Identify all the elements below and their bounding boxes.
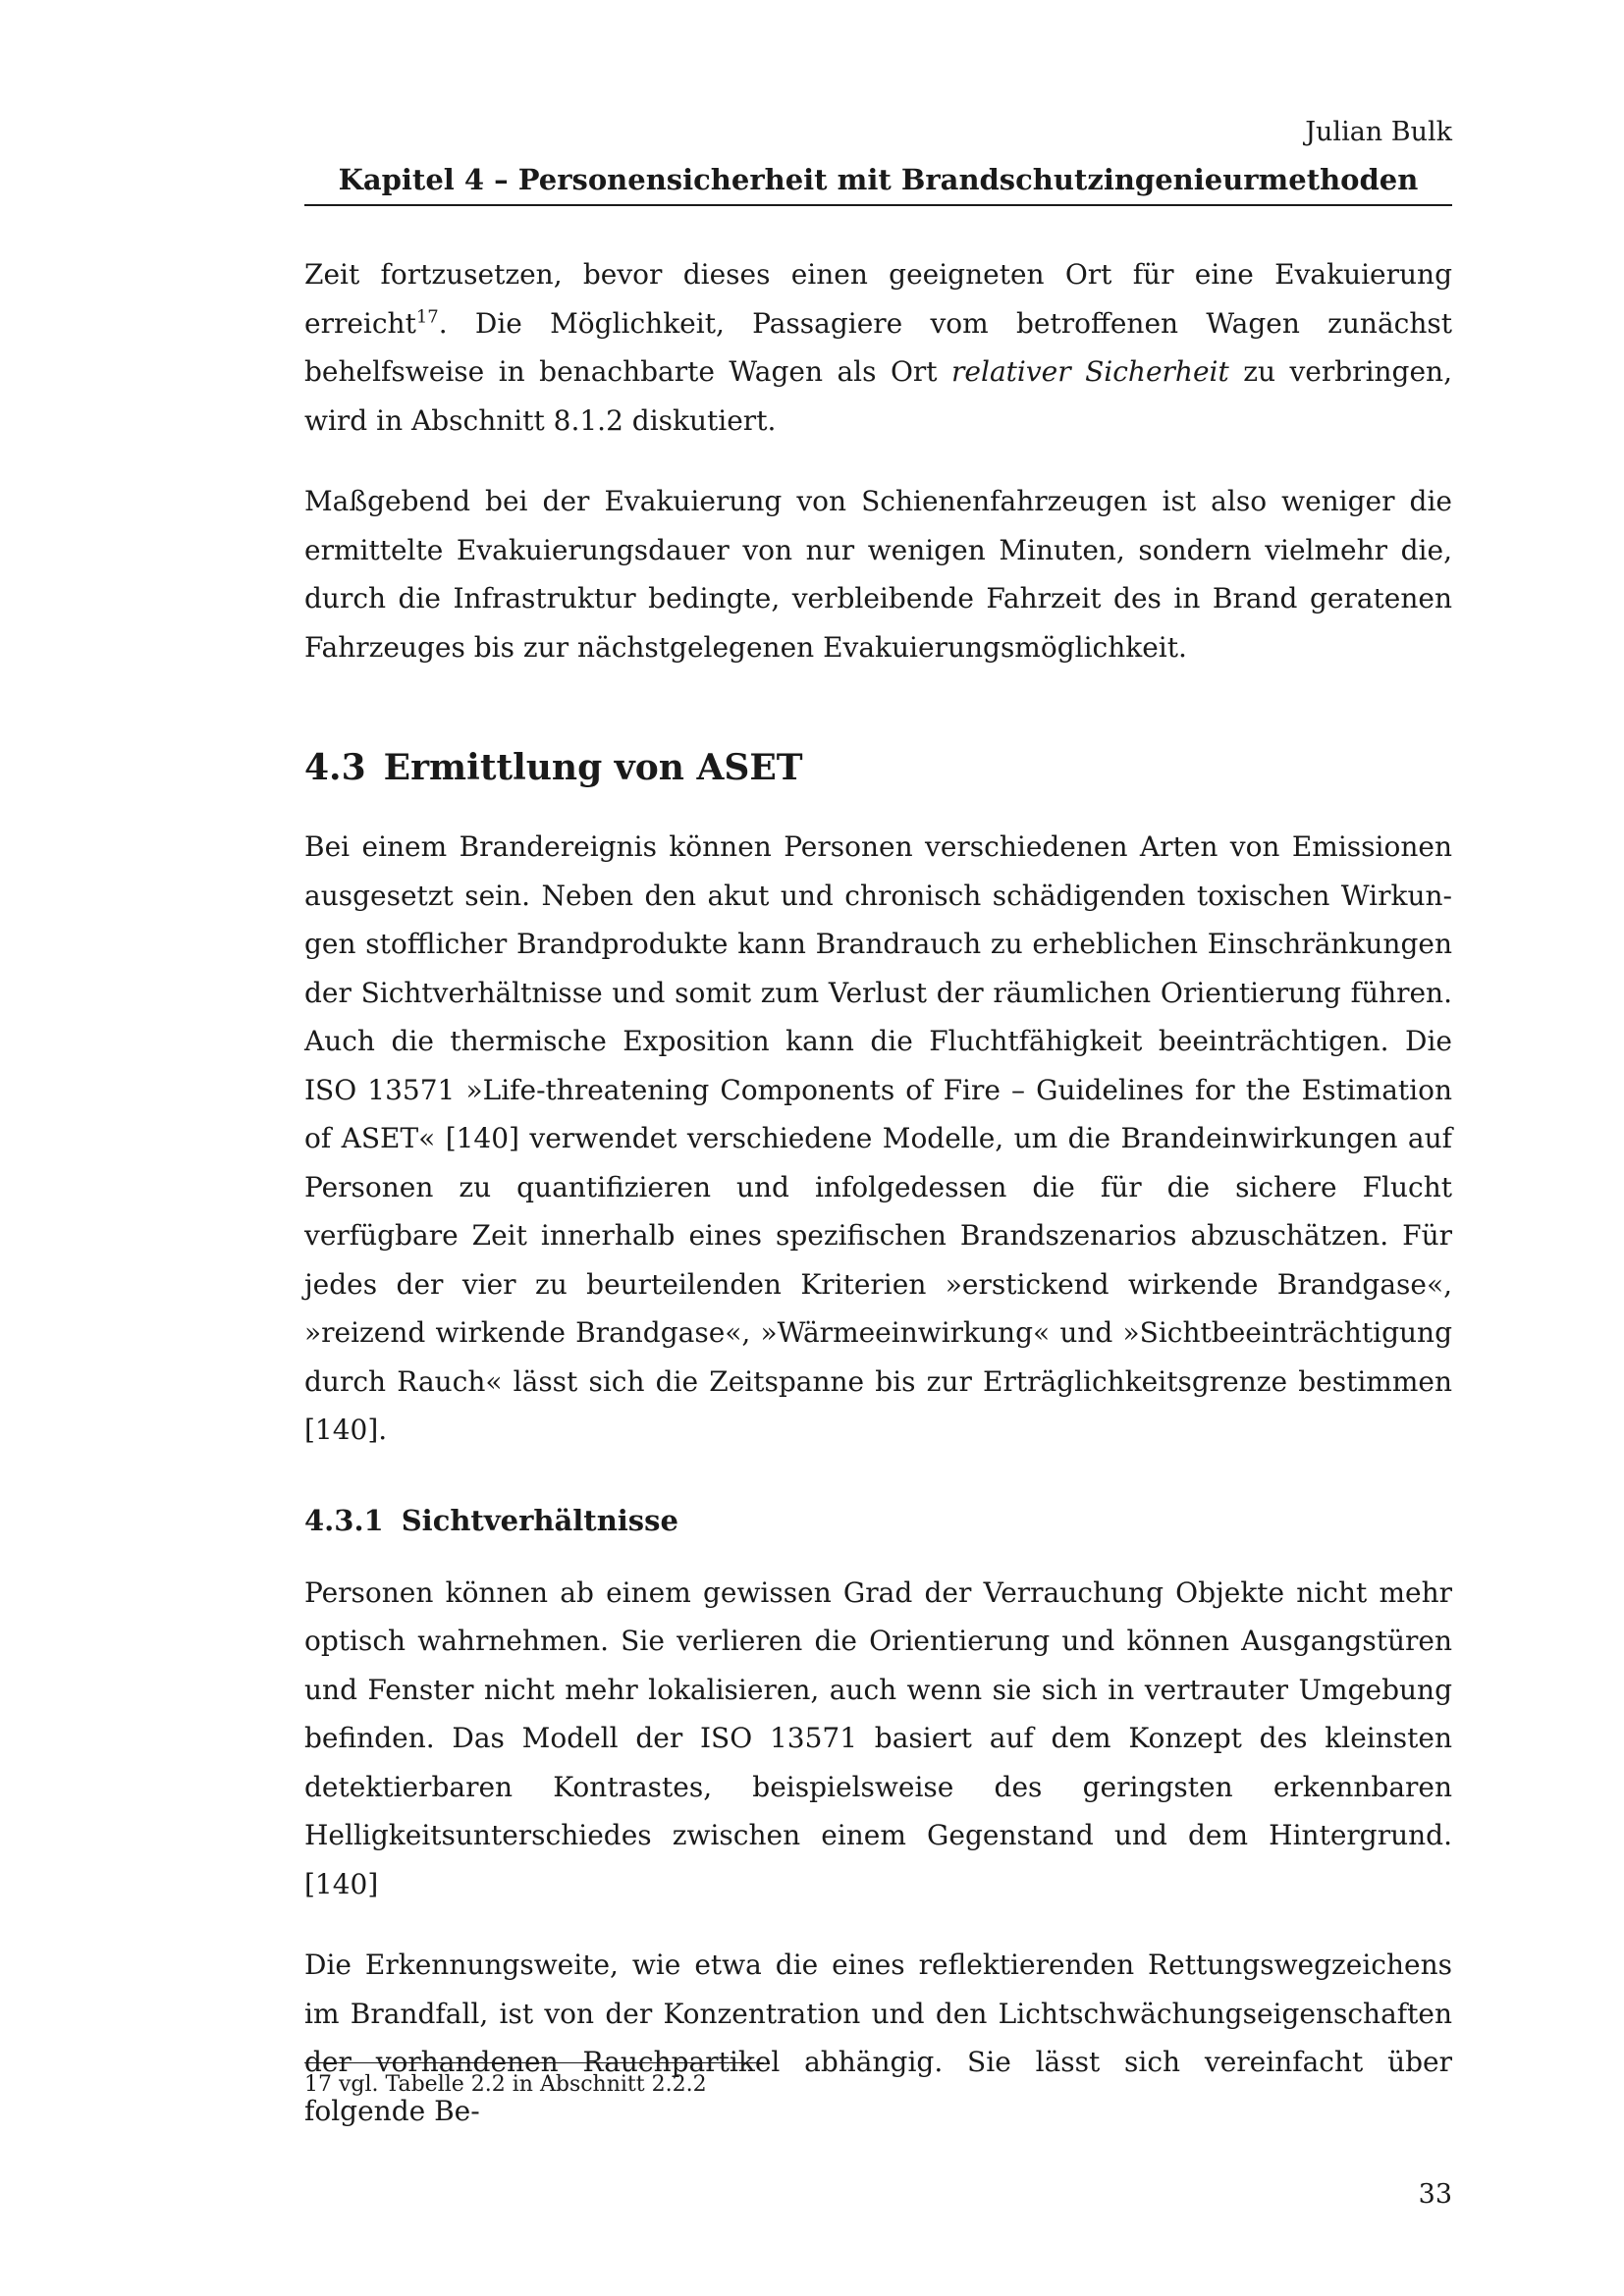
subsection-heading (304, 1502, 1452, 1539)
emphasis-text: relativer Sicherheit (951, 355, 1229, 388)
footnote: 17 vgl. Tabelle 2.2 in Abschnitt 2.2.2 (304, 2072, 707, 2097)
section-heading (304, 746, 1452, 789)
page-number: 33 (1418, 2179, 1452, 2210)
section-title: Ermittlung von ASET (383, 747, 803, 788)
header-chapter-title: Kapitel 4 – Personensicherheit mit Brandschutzingenieurmethoden (338, 163, 1419, 196)
footnote-rule (304, 2062, 764, 2063)
subsection-number: 4.3.1 (304, 1503, 384, 1537)
body-text (304, 250, 1452, 2135)
paragraph-text: . Die Möglichkeit, Passagiere vom betroffenen Wagen zunächst behelfsweise in benachbarte Wagen als Ort (304, 306, 1452, 388)
paragraph: Personen können ab einem gewissen Grad der Verrauchung Objekte nicht mehr optisch wahrnehmen. Sie verlieren die Orientierung und können Ausgangstüren und Fenster nicht mehr lokalisieren, auch wenn sie sich in vertrauter Umgebung befinden. Das Modell der ISO 13571 basiert auf dem Konzept des kleinsten detektierbaren Kontrastes, beispielsweise des geringsten erkennbaren Helligkeitsunterschiedes zwischen einem Gegenstand und dem Hintergrund. [140] (304, 1575, 1452, 1900)
subsection-title: Sichtverhältnisse (401, 1503, 678, 1537)
header-rule (304, 204, 1452, 206)
section-number: 4.3 (304, 747, 366, 788)
paragraph: Maßgebend bei der Evakuierung von Schienenfahrzeugen ist also weniger die ermittelte Evakuierungsdauer von nur wenigen Minuten, sondern vielmehr die, durch die Infrastruktur bedingte, verbleibende Fahrzeit des in Brand geratenen Fahrzeuges bis zur nächstgelegenen Evakuierungsmöglichkeit. (304, 485, 1452, 664)
paragraph-text: Zeit fortzusetzen, bevor dieses einen geeigneten Ort für eine Evakuierung erreicht (304, 258, 1452, 340)
paragraph-text: zu verbringen, wird in Abschnitt 8.1.2 diskutiert. (304, 355, 1452, 437)
paragraph: Bei einem Brandereignis können Personen verschiedenen Arten von Emissionen ausgesetzt sein. Neben den akut und chronisch schädigenden toxischen Wirkungen stofflicher Brandprodukte kann Brandrauch zu erheblichen Einschränkungen der Sichtverhältnisse und somit zum Verlust der räumlichen Orientierung führen. Auch die thermische Exposition kann die Fluchtfähigkeit beeinträchtigen. Die ISO 13571 »Life-threatening Components of Fire – Guidelines for the Estimation of ASET« [140] verwendet verschiedene Modelle, um die Brandeinwirkungen auf Personen zu quantifizieren und infolgedessen die für die sichere Flucht verfügbare Zeit innerhalb eines spezifischen Brandszenarios abzuschätzen. Für jedes der vier zu beurteilenden Kriterien »erstickend wirkende Brandgase«, »reizend wirkende Brandgase«, »Wärmeeinwirkung« und »Sichtbeeinträchtigung durch Rauch« lässt sich die Zeitspanne bis zur Erträglichkeitsgrenze bestimmen [140]. (304, 830, 1452, 1446)
paragraph: Die Erkennungsweite, wie etwa die eines reflektierenden Rettungswegzeichens im Brandfall, ist von der Konzentration und den Lichtschwächungseigenschaften der vorhandenen Rauchpartikel abhängig. Sie lässt sich vereinfacht über folgende Be- (304, 1949, 1452, 2127)
footnote-marker[interactable]: 17 (415, 306, 439, 328)
paragraph-continuation (304, 250, 1452, 445)
header-author: Julian Bulk (1305, 117, 1452, 147)
